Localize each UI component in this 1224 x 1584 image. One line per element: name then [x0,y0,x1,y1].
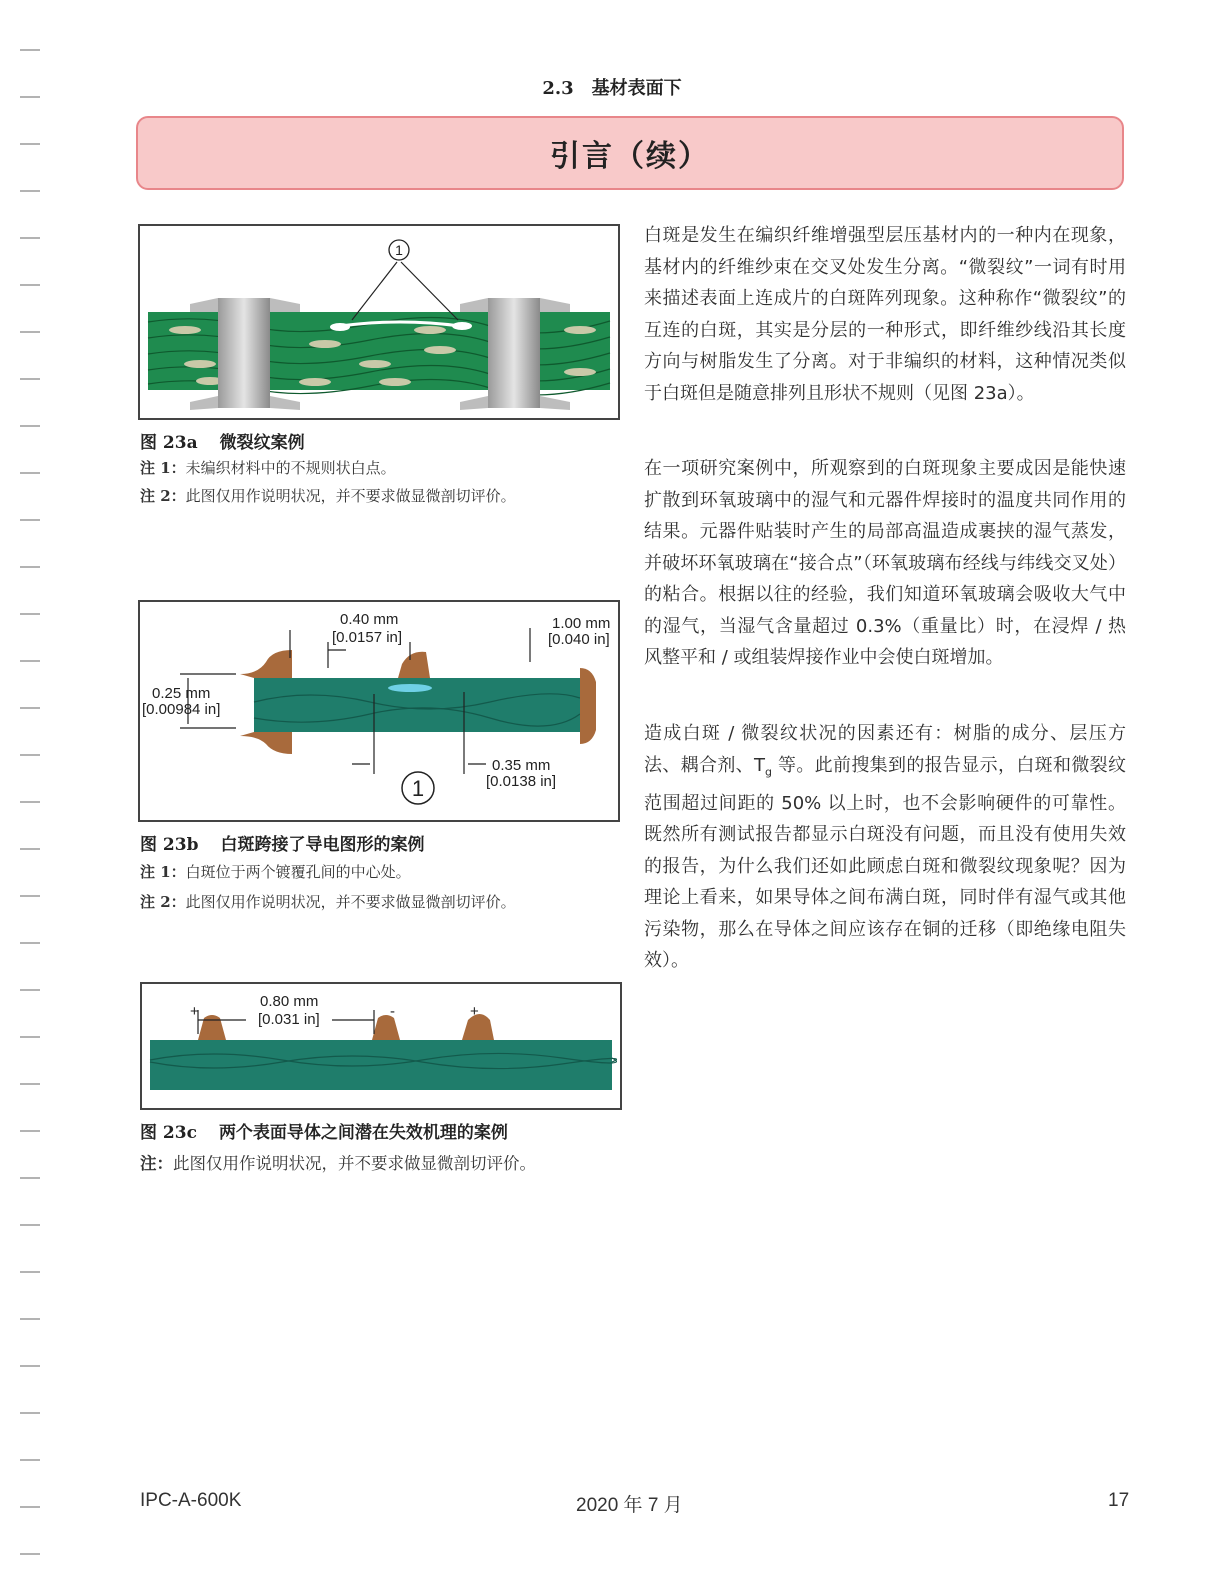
figure-23c-label: 图 23c [140,1123,197,1143]
conductor-2 [372,1015,400,1040]
figure-23a-title: 微裂纹案例 [219,433,305,453]
figure-23a-note-1: 注 1：未编织材料中的不规则状白点。 [140,459,396,477]
body-paragraph-3: 造成白斑 / 微裂纹状况的因素还有：树脂的成分、层压方法、耦合剂、$T_g$ 等。此前搜集到的报告显示，白斑和微裂纹范围超过间距的 50% 以上时，也不会影响硬件的可靠性。既然所有测试报告都显示白斑没有问题，而且没有使用失效的报告，为什么我们还如此顾虑白斑和微裂纹现象呢？因为理论上看来，如果导体之间布满白斑，同时伴有湿气或其他污染物，那么在导体之间应该存在铜的迁移（即绝缘电阻失效）。 [644,723,1126,972]
callout-1-label: 1 [411,776,425,801]
section-heading: 2.3 基材表面下 [542,78,682,99]
body-paragraph-1: 白斑是发生在编织纤维增强型层压基材内的一种内在现象，基材内的纤维纱束在交叉处发生分离。“微裂纹”一词有时用来描述表面上连成片的白斑阵列现象。这种称作“微裂纹”的互连的白斑，其实是分层的一种形式，即纤维纱线沿其长度方向与树脂发生了分离。对于非编织的材料，这种情况类似于白斑但是随意排列且形状不规则（见图 23a）。 [644,225,1126,404]
page-title-banner [136,116,1124,190]
figure-23a [138,224,620,420]
figure-23a-note-2: 注 2：此图仅用作说明状况，并不要求做显微剖切评价。 [140,487,516,505]
page-edge-marks [0,0,60,1584]
dim-0.040in: [0.040 in] [548,631,610,648]
figure-23c-illustration [142,984,620,1108]
dim-1.00mm: 1.00 mm [552,615,611,632]
conductor-1 [198,1015,226,1040]
figure-23a-illustration [140,226,618,418]
dim-0.00984in: [0.00984 in] [142,701,221,718]
dim-0.35mm: 0.35 mm [492,757,551,774]
measle-spot [388,684,432,692]
dim-0.031in: [0.031 in] [258,1011,320,1028]
figure-23a-caption [140,428,305,453]
figure-23b-note-2: 注 2：此图仅用作说明状况，并不要求做显微剖切评价。 [140,893,516,911]
figure-23b-label: 图 23b [140,835,199,855]
callout-1-label: 1 [395,242,403,258]
page-title: 引言（续） [550,139,710,174]
figure-23c [140,982,622,1110]
polarity-plus-1: + [190,1003,199,1020]
figure-23a-label: 图 23a [140,433,198,453]
dim-0.0138in: [0.0138 in] [486,773,557,790]
figure-23c-caption [140,1118,508,1143]
figure-23b-illustration [140,602,618,820]
figure-23c-title: 两个表面导体之间潜在失效机理的案例 [218,1123,508,1143]
dim-0.80mm: 0.80 mm [260,993,319,1010]
polarity-minus: - [390,1003,395,1020]
plated-hole-right [488,298,540,408]
plated-hole-left [218,298,270,408]
polarity-plus-2: + [470,1003,479,1020]
figure-23c-note: 注：此图仅用作说明状况，并不要求做显微剖切评价。 [140,1154,536,1173]
figure-23b-note-1: 注 1：白斑位于两个镀覆孔间的中心处。 [140,863,411,881]
dim-0.25mm: 0.25 mm [152,685,211,702]
body-paragraph-2: 在一项研究案例中，所观察到的白斑现象主要成因是能快速扩散到环氧玻璃中的湿气和元器件焊接时的温度共同作用的结果。元器件贴装时产生的局部高温造成裹挟的湿气蒸发，并破坏环氧玻璃在“接合点”（环氧玻璃布经线与纬线交叉处）的粘合。根据以往的经验，我们知道环氧玻璃会吸收大气中的湿气，当湿气含量超过 0.3%（重量比）时，在浸焊 / 热风整平和 / 或组装焊接作业中会使白斑增加。 [644,458,1126,668]
figure-23b-title: 白斑跨接了导电图形的案例 [220,835,425,855]
dim-0.40mm: 0.40 mm [340,611,399,628]
footer-doc-id: IPC-A-600K [140,1490,242,1511]
conductor-left-bottom [240,732,292,754]
conductor-center [398,652,430,678]
footer-date: 2020 年 7 月 [576,1495,683,1516]
dim-0.0157in: [0.0157 in] [332,629,403,646]
conductor-right [580,668,596,744]
footer-page-number: 17 [1108,1490,1130,1511]
figure-23b [138,600,620,822]
figure-23b-caption [140,830,424,855]
conductor-left-top [240,650,292,678]
